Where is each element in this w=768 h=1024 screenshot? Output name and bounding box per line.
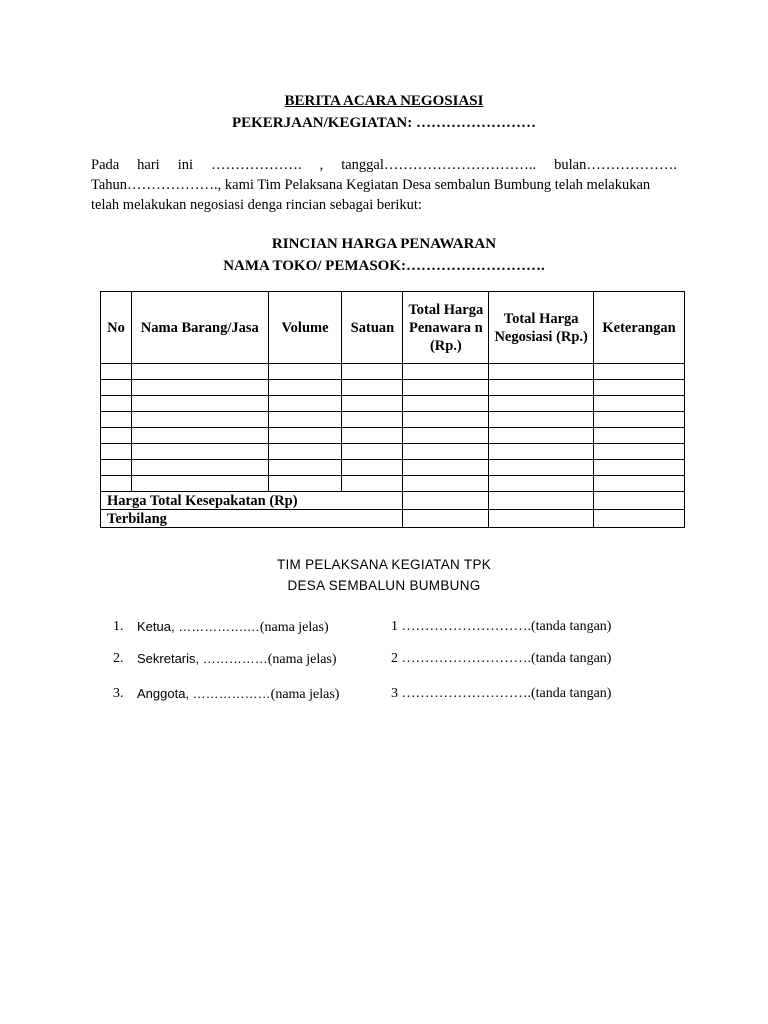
table-header-row (101, 292, 685, 364)
table-cell[interactable] (342, 476, 403, 492)
table-row (101, 460, 685, 476)
table-cell[interactable] (489, 444, 594, 460)
terbilang-negosiasi-cell[interactable] (489, 510, 594, 528)
paragraph-line-3: telah melakukan negosiasi denga rincian sebagai berikut: (91, 197, 422, 213)
terbilang-penawaran-cell[interactable] (403, 510, 489, 528)
table-cell[interactable] (101, 412, 132, 428)
table-cell[interactable] (101, 460, 132, 476)
header-total-harga-negosiasi: Total Harga Negosiasi (Rp.) (489, 292, 594, 364)
table-cell[interactable] (403, 460, 489, 476)
member-role: Anggota, ……………… (137, 686, 271, 701)
table-cell[interactable] (268, 380, 342, 396)
table-cell[interactable] (268, 412, 342, 428)
document-subtitle: PEKERJAAN/KEGIATAN: …………………… (231, 115, 537, 131)
table-cell[interactable] (489, 460, 594, 476)
table-cell[interactable] (268, 444, 342, 460)
table-cell[interactable] (131, 364, 268, 380)
member-number: 1. (113, 619, 124, 634)
table-cell[interactable] (342, 412, 403, 428)
table-cell[interactable] (594, 460, 685, 476)
table-row (101, 380, 685, 396)
table-cell[interactable] (489, 412, 594, 428)
total-keterangan-cell[interactable] (594, 492, 685, 510)
table-cell[interactable] (131, 460, 268, 476)
table-cell[interactable] (594, 428, 685, 444)
member-name-line (137, 651, 337, 668)
total-agreement-label: Harga Total Kesepakatan (Rp) (101, 492, 403, 510)
paragraph-line-2: Tahun………………., kami Tim Pelaksana Kegiatan Desa sembalun Bumbung telah melakukan (91, 177, 651, 193)
table-row (101, 364, 685, 380)
terbilang-keterangan-cell[interactable] (594, 510, 685, 528)
paragraph-word: ini (177, 157, 194, 173)
table-cell[interactable] (131, 428, 268, 444)
member-name-tag: (nama jelas) (270, 687, 340, 702)
table-cell[interactable] (342, 428, 403, 444)
price-table (100, 291, 685, 528)
member-signature-line: 1 ……………………….(tanda tangan) (391, 619, 612, 634)
table-cell[interactable] (101, 476, 132, 492)
table-row (101, 444, 685, 460)
table-cell[interactable] (403, 396, 489, 412)
paragraph-word: ………………. (211, 157, 302, 173)
table-cell[interactable] (403, 444, 489, 460)
table-cell[interactable] (594, 444, 685, 460)
member-name-line (137, 619, 329, 636)
table-cell[interactable] (268, 476, 342, 492)
table-cell[interactable] (131, 396, 268, 412)
table-cell[interactable] (403, 476, 489, 492)
table-cell[interactable] (594, 380, 685, 396)
header-nama-barang: Nama Barang/Jasa (131, 292, 268, 364)
table-cell[interactable] (268, 396, 342, 412)
table-body (101, 364, 685, 528)
table-row (101, 396, 685, 412)
member-role: Ketua, …………….… (137, 619, 260, 634)
total-penawaran-cell[interactable] (403, 492, 489, 510)
table-cell[interactable] (131, 476, 268, 492)
table-cell[interactable] (342, 444, 403, 460)
table-cell[interactable] (131, 412, 268, 428)
member-signature-line: 2 ……………………….(tanda tangan) (391, 651, 612, 666)
header-no: No (101, 292, 132, 364)
table-cell[interactable] (342, 396, 403, 412)
member-name-line (137, 686, 339, 703)
total-negosiasi-cell[interactable] (489, 492, 594, 510)
table-cell[interactable] (489, 428, 594, 444)
table-cell[interactable] (489, 396, 594, 412)
table-cell[interactable] (403, 428, 489, 444)
table-cell[interactable] (403, 412, 489, 428)
table-row (101, 412, 685, 428)
table-cell[interactable] (268, 460, 342, 476)
terbilang-label: Terbilang (101, 510, 403, 528)
table-row (101, 428, 685, 444)
paragraph-word: Pada (91, 157, 120, 173)
table-cell[interactable] (268, 364, 342, 380)
member-row-anggota (0, 686, 768, 706)
header-satuan: Satuan (342, 292, 403, 364)
table-cell[interactable] (489, 364, 594, 380)
intro-paragraph (91, 155, 677, 215)
table-cell[interactable] (594, 476, 685, 492)
terbilang-row (101, 510, 685, 528)
member-role: Sekretaris, …………… (137, 651, 268, 666)
table-cell[interactable] (489, 476, 594, 492)
table-cell[interactable] (594, 412, 685, 428)
document-title: BERITA ACARA NEGOSIASI (284, 93, 484, 109)
member-number: 3. (113, 686, 124, 701)
paragraph-word: tanggal………………………….. (341, 157, 537, 173)
team-village: DESA SEMBALUN BUMBUNG (287, 578, 481, 593)
table-cell[interactable] (268, 428, 342, 444)
table-cell[interactable] (342, 460, 403, 476)
member-name-tag: (nama jelas) (259, 620, 329, 635)
member-row-sekretaris (0, 651, 768, 671)
paragraph-word: bulan………………. (554, 157, 677, 173)
section-title: RINCIAN HARGA PENAWARAN (271, 236, 497, 252)
table-cell[interactable] (101, 364, 132, 380)
table-cell[interactable] (342, 380, 403, 396)
table-cell[interactable] (594, 364, 685, 380)
table-cell[interactable] (101, 396, 132, 412)
table-cell[interactable] (101, 428, 132, 444)
table-row (101, 476, 685, 492)
header-total-harga-penawaran: Total Harga Penawara n (Rp.) (403, 292, 489, 364)
supplier-line: NAMA TOKO/ PEMASOK:………………………. (223, 258, 545, 274)
table-cell[interactable] (489, 380, 594, 396)
paragraph-word: , (319, 157, 324, 173)
header-volume: Volume (268, 292, 342, 364)
table-cell[interactable] (101, 444, 132, 460)
table-cell[interactable] (131, 380, 268, 396)
paragraph-word: hari (137, 157, 160, 173)
total-agreement-row (101, 492, 685, 510)
table-cell[interactable] (131, 444, 268, 460)
member-number: 2. (113, 651, 124, 666)
table-cell[interactable] (403, 364, 489, 380)
team-title: TIM PELAKSANA KEGIATAN TPK (276, 557, 492, 572)
member-row-ketua (0, 619, 768, 639)
paragraph-line-1 (91, 155, 677, 175)
table-cell[interactable] (403, 380, 489, 396)
member-signature-line: 3 ……………………….(tanda tangan) (391, 686, 612, 701)
table-cell[interactable] (101, 380, 132, 396)
member-name-tag: (nama jelas) (267, 652, 337, 667)
header-keterangan: Keterangan (594, 292, 685, 364)
table-cell[interactable] (594, 396, 685, 412)
table-cell[interactable] (342, 364, 403, 380)
